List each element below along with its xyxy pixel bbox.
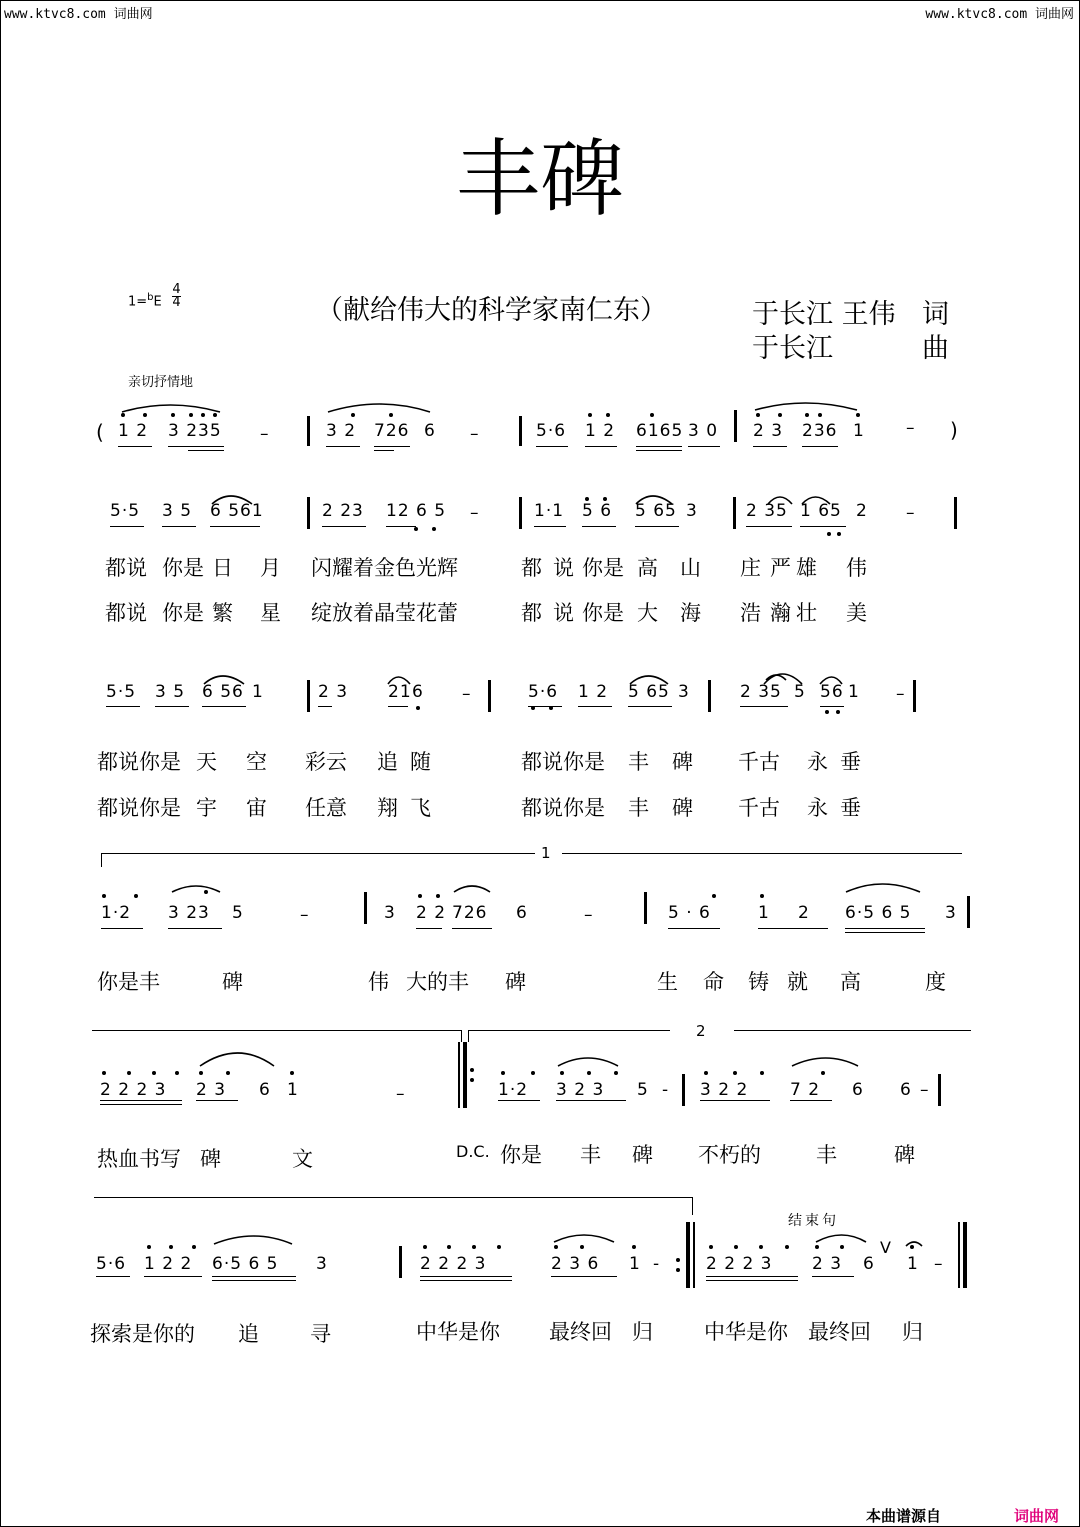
lyric: 碑 — [672, 796, 693, 820]
note-group: 2 23 — [322, 501, 364, 521]
ending-label: 结束句 — [788, 1213, 839, 1229]
lyric: 飞 — [410, 796, 431, 820]
note-group: 6 — [900, 1080, 912, 1100]
dash: – — [462, 684, 472, 704]
subtitle: （献给伟大的科学家南仁东） — [316, 295, 667, 326]
note-group: 1 2 2 — [144, 1254, 193, 1274]
lyric: 度 — [925, 970, 946, 994]
lyric: 铸 — [748, 970, 769, 994]
lyric: 不朽的 — [698, 1143, 761, 1167]
note-group: 3 5 — [155, 682, 186, 702]
lyric: 都说 — [105, 556, 147, 580]
lyric: 追 — [377, 750, 398, 774]
lyric: 丰 — [628, 750, 649, 774]
lyric: 大 — [637, 601, 658, 625]
dash: – — [906, 503, 916, 523]
dash: – — [470, 503, 480, 523]
song-title: 丰碑 — [455, 130, 624, 228]
lyric: 碑 — [672, 750, 693, 774]
lyric: 宙 — [246, 796, 267, 820]
lyric: 大的丰 — [406, 970, 469, 994]
note-group: 5·5 — [106, 682, 137, 702]
volta-number: 2 — [692, 1022, 710, 1040]
lyric: 空 — [246, 750, 267, 774]
lyric: 闪耀着金色光辉 — [311, 556, 458, 580]
note-group: 56 — [820, 682, 844, 702]
note-group: 5 65 — [635, 501, 677, 521]
note-group: 2 2 2 3 — [420, 1254, 487, 1274]
note-group: 1 2 — [118, 421, 149, 441]
note-group: 3 — [686, 501, 698, 521]
lyric: 高 — [637, 556, 658, 580]
tempo-marking: 亲切抒情地 — [128, 375, 194, 390]
note-group: 6165 — [636, 421, 684, 441]
dash: – — [920, 1080, 930, 1100]
dash: – — [260, 424, 270, 444]
lyric: 伟 — [368, 970, 389, 994]
lyric: 丰 — [816, 1143, 837, 1167]
lyric-role: 词 — [922, 299, 949, 330]
note-group: 3 0 — [688, 421, 719, 441]
note-group: 1·2 — [498, 1080, 529, 1100]
note-group: 5 6 — [582, 501, 613, 521]
note-group: 2 35 — [746, 501, 788, 521]
lyric: 最终回 — [549, 1320, 612, 1344]
note-group: 3 — [678, 682, 690, 702]
dash: – — [396, 1084, 406, 1104]
note-group: 7 2 — [790, 1080, 821, 1100]
lyric: 繁 — [212, 601, 233, 625]
note-group: 5·6 — [96, 1254, 127, 1274]
lyric: 你是 — [162, 556, 204, 580]
lyric: 永 — [807, 750, 828, 774]
note-group: 6 — [863, 1254, 875, 1274]
lyric: 你是 — [582, 601, 624, 625]
lyric: 碑 — [632, 1143, 653, 1167]
note-group: 3 — [945, 903, 957, 923]
note-group: 3 2 2 — [700, 1080, 749, 1100]
lyric: 随 — [410, 750, 431, 774]
note-group: 1 — [848, 682, 860, 702]
note-group: 2 — [856, 501, 868, 521]
note-group: 2 3 — [196, 1080, 227, 1100]
lyric: 宇 — [196, 796, 217, 820]
lyric: 就 — [787, 970, 808, 994]
watermark-right: www.ktvc8.com 词曲网 — [925, 7, 1074, 22]
lyric: 寻 — [310, 1322, 331, 1346]
watermark-left: www.ktvc8.com 词曲网 — [4, 7, 153, 22]
lyric: 生 — [657, 970, 678, 994]
note-group: 6 — [412, 682, 424, 702]
lyric: 高 — [840, 970, 861, 994]
note-group: - — [662, 1080, 670, 1100]
note-group: 5·6 — [528, 682, 559, 702]
note-group: 726 — [374, 421, 410, 441]
lyric: 热血书写 — [97, 1147, 181, 1171]
lyric: 碑 — [222, 970, 243, 994]
key-signature: 1=$^b$E — [128, 292, 162, 310]
volta-number: 1 — [537, 844, 555, 862]
lyric: 丰 — [580, 1143, 601, 1167]
time-signature: 4 4 — [172, 282, 181, 310]
lyric: 你是 — [162, 601, 204, 625]
lyric: 都说你是 — [97, 750, 181, 774]
lyric: 碑 — [200, 1147, 221, 1171]
lyric: 探索是你的 — [90, 1322, 195, 1346]
note-group: 1 2 — [585, 421, 616, 441]
note-group: 1 — [629, 1254, 641, 1274]
footer-site[interactable]: 词曲网 — [1014, 1507, 1060, 1525]
note-group: 6·5 6 5 — [212, 1254, 279, 1274]
lyric: 山 — [680, 556, 701, 580]
note-group: 2 3 — [318, 682, 349, 702]
footer-source: 本曲谱源自 — [866, 1507, 942, 1525]
lyric: 丰 — [628, 796, 649, 820]
lyric: 追 — [238, 1322, 259, 1346]
lyric: 都说你是 — [521, 750, 605, 774]
note-group: 1 — [287, 1080, 299, 1100]
composer: 于长江 — [752, 333, 833, 364]
note-group: 1 2 — [578, 682, 609, 702]
note-group: 2 — [798, 903, 810, 923]
note-group: 6 — [516, 903, 528, 923]
lyric: 你是 — [500, 1143, 542, 1167]
note-group: 1 65 — [800, 501, 842, 521]
dash: – — [934, 1254, 944, 1274]
lyric: 中华是你 — [416, 1320, 500, 1344]
lyric: 伟 — [846, 556, 867, 580]
lyric: 垂 — [840, 750, 861, 774]
note-group: 6 56 — [202, 682, 244, 702]
lyric: 文 — [292, 1147, 313, 1171]
dash: – — [906, 418, 916, 438]
lyric: 你是 — [582, 556, 624, 580]
note-group: 1 — [907, 1254, 919, 1274]
note-group: 3 235 — [168, 421, 222, 441]
lyric: 都 — [521, 601, 542, 625]
note-group: 2 35 — [740, 682, 782, 702]
note-group: 6·5 6 5 — [845, 903, 912, 923]
lyric: 都说你是 — [97, 796, 181, 820]
note-group: 5 — [794, 682, 806, 702]
lyric: 海 — [680, 601, 701, 625]
lyric: 绽放着晶莹花蕾 — [311, 601, 458, 625]
note-group: 3 5 — [162, 501, 193, 521]
lyric: 严 — [770, 556, 791, 580]
note-group: 5 65 — [628, 682, 670, 702]
dc-marking: D.C. — [456, 1142, 490, 1161]
lyric: 翔 — [377, 796, 398, 820]
lyric: 碑 — [505, 970, 526, 994]
note-group: 3 2 3 — [556, 1080, 605, 1100]
note-group: 6 — [259, 1080, 271, 1100]
note-group: 2 3 6 — [551, 1254, 600, 1274]
lyric: 庄 — [740, 556, 761, 580]
dash: – — [584, 905, 594, 925]
note-group: 1 — [252, 682, 264, 702]
note-group: 12 6 5 — [386, 501, 447, 521]
note-group: 2 2 2 3 — [706, 1254, 773, 1274]
note-group: 21 — [388, 682, 412, 702]
lyric: 雄 — [796, 556, 817, 580]
lyric: 美 — [846, 601, 867, 625]
lyric: 壮 — [796, 601, 817, 625]
note-group: 6 — [852, 1080, 864, 1100]
lyric: 浩 — [740, 601, 761, 625]
paren-close: ) — [950, 418, 959, 442]
lyric: 任意 — [305, 796, 347, 820]
note-group: 6 — [424, 421, 436, 441]
note-group: 3 2 — [326, 421, 357, 441]
lyric: 彩云 — [305, 750, 347, 774]
lyric: 你是丰 — [97, 970, 160, 994]
note-group: 2 3 — [812, 1254, 843, 1274]
lyric: 最终回 — [808, 1320, 871, 1344]
note-group: 2 2 2 3 — [100, 1080, 167, 1100]
note-group: 726 — [452, 903, 488, 923]
note-group: 1 — [758, 903, 770, 923]
lyric: 说 — [553, 556, 574, 580]
lyric: 千古 — [738, 796, 780, 820]
note-group: 5 · 6 — [668, 903, 711, 923]
lyric: 星 — [260, 601, 281, 625]
note-group: 3 — [316, 1254, 328, 1274]
lyric: 千古 — [738, 750, 780, 774]
lyric: 命 — [703, 970, 724, 994]
lyric: 归 — [632, 1320, 653, 1344]
lyric: 月 — [260, 556, 281, 580]
lyric: 日 — [212, 556, 233, 580]
note-group: 2 2 — [416, 903, 447, 923]
dash: – — [896, 684, 906, 704]
lyric: 都说 — [105, 601, 147, 625]
lyric: 都 — [521, 556, 542, 580]
note-group: 6 561 — [210, 501, 264, 521]
note-group: 3 — [384, 903, 396, 923]
dash: – — [470, 424, 480, 444]
lyric: 天 — [196, 750, 217, 774]
lyric: 归 — [902, 1320, 923, 1344]
lyric: 中华是你 — [704, 1320, 788, 1344]
music-role: 曲 — [922, 333, 949, 364]
paren-open: ( — [96, 420, 105, 444]
note-group: 5·6 — [536, 421, 567, 441]
lyric: 说 — [553, 601, 574, 625]
lyric: 都说你是 — [521, 796, 605, 820]
lyric: 碑 — [894, 1143, 915, 1167]
dash: – — [300, 905, 310, 925]
note-group: 5 — [637, 1080, 649, 1100]
lyricists: 于长江 王伟 — [752, 299, 896, 330]
breath-mark: V — [880, 1238, 892, 1257]
note-group: 5 — [232, 903, 244, 923]
note-group: 3 23 — [168, 903, 210, 923]
note-group: 236 — [802, 421, 838, 441]
note-group: 5·5 — [110, 501, 141, 521]
note-group: 1·2 — [101, 903, 132, 923]
lyric: 垂 — [840, 796, 861, 820]
lyric: 永 — [807, 796, 828, 820]
note-group: 2 3 — [753, 421, 784, 441]
note-group: 1 — [853, 421, 865, 441]
note-group: 1·1 — [534, 501, 565, 521]
lyric: 瀚 — [770, 601, 791, 625]
dash: - — [653, 1254, 661, 1274]
